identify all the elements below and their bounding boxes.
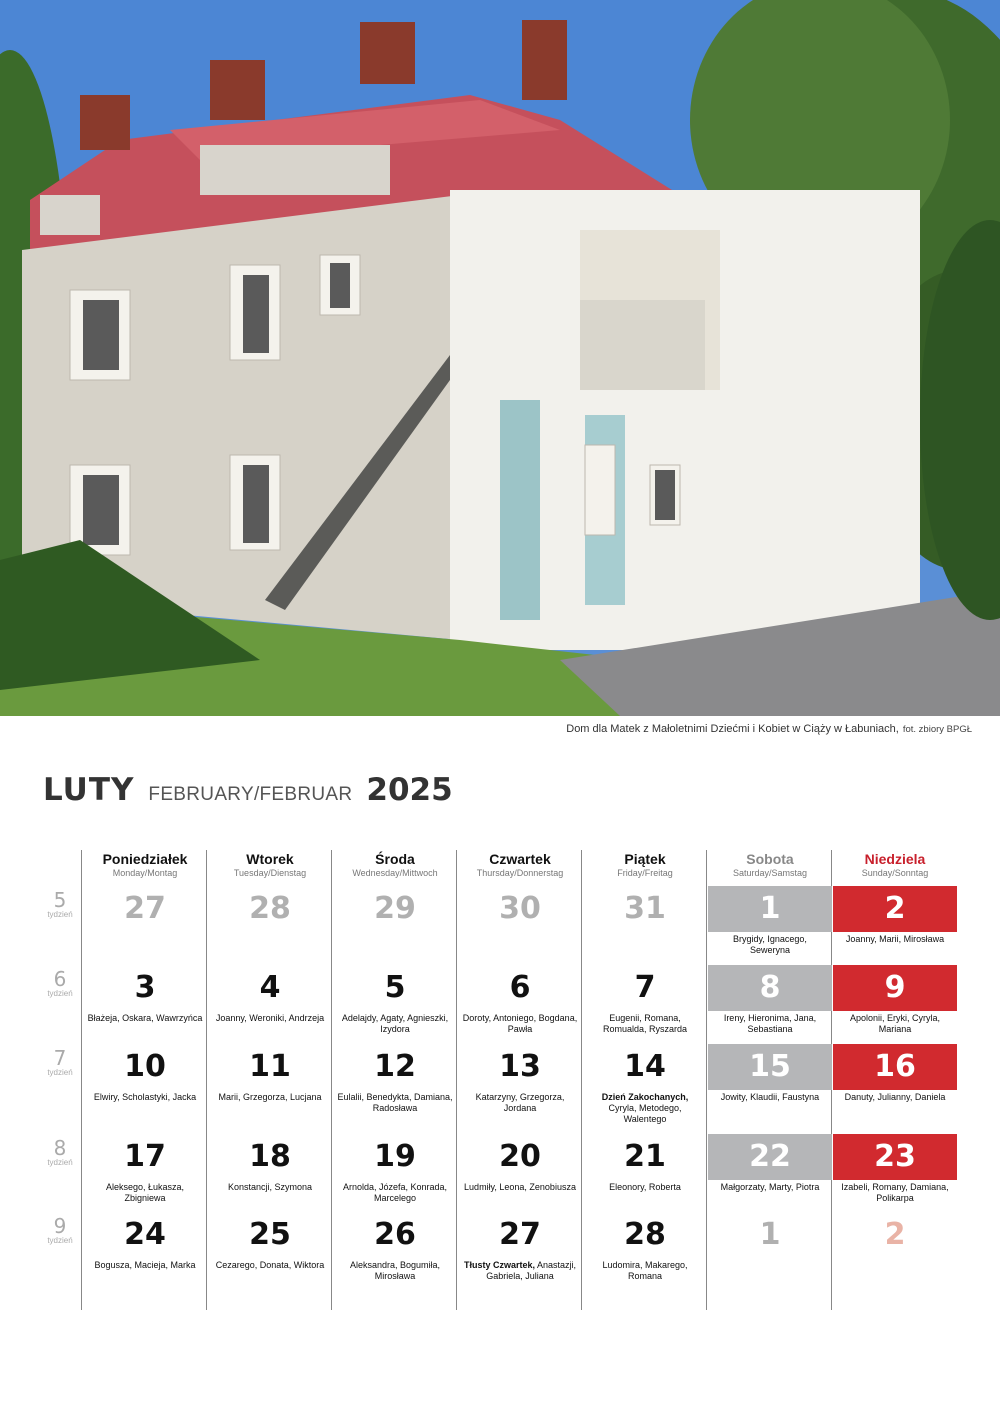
day-header bbox=[708, 850, 832, 879]
name-days bbox=[583, 1182, 707, 1193]
day-number: 27 bbox=[124, 891, 166, 926]
day-cell[interactable] bbox=[583, 965, 707, 1035]
day-number: 16 bbox=[833, 1044, 957, 1090]
name-days-text: Joanny, Weroniki, Andrzeja bbox=[215, 1013, 325, 1023]
day-number: 21 bbox=[624, 1139, 666, 1174]
day-number: 29 bbox=[374, 891, 416, 926]
name-days-text: Anastazji, Gabriela, Juliana bbox=[486, 1260, 577, 1281]
day-cell[interactable] bbox=[708, 1044, 832, 1103]
day-cell[interactable] bbox=[583, 886, 707, 932]
day-number: 22 bbox=[708, 1134, 832, 1180]
day-name-translation: Sunday/Sonntag bbox=[861, 868, 929, 878]
name-days bbox=[458, 1092, 582, 1114]
week-number bbox=[40, 890, 80, 919]
day-cell[interactable] bbox=[208, 1044, 332, 1103]
name-days-text: Cezarego, Donata, Wiktora bbox=[215, 1260, 325, 1270]
name-days-text: Katarzyny, Grzegorza, Jordana bbox=[475, 1092, 565, 1113]
week-number bbox=[40, 1048, 80, 1077]
name-days bbox=[208, 1092, 332, 1103]
day-cell[interactable] bbox=[333, 1212, 457, 1282]
day-name-pl: Wtorek bbox=[246, 851, 294, 867]
day-cell[interactable] bbox=[83, 1212, 207, 1271]
day-cell[interactable] bbox=[458, 1212, 582, 1282]
month-en-de: FEBRUARY/FEBRUAR bbox=[148, 784, 353, 805]
day-cell[interactable] bbox=[583, 1044, 707, 1125]
day-cell[interactable] bbox=[583, 1212, 707, 1282]
day-number: 28 bbox=[624, 1217, 666, 1252]
name-days-text: Joanny, Marii, Mirosława bbox=[845, 934, 945, 944]
name-days bbox=[708, 934, 832, 956]
name-days-text: Arnolda, Józefa, Konrada, Marcelego bbox=[342, 1182, 448, 1203]
week-label: tydzień bbox=[47, 989, 73, 998]
day-cell[interactable] bbox=[83, 1044, 207, 1103]
week-number bbox=[40, 969, 80, 998]
day-number: 31 bbox=[624, 891, 666, 926]
name-days-text: Apolonii, Eryki, Cyryla, Mariana bbox=[849, 1013, 941, 1034]
day-header bbox=[458, 850, 582, 879]
name-days-text: Konstancji, Szymona bbox=[227, 1182, 313, 1192]
day-name-translation: Friday/Freitag bbox=[617, 868, 673, 878]
column-divider bbox=[81, 850, 82, 1310]
name-days bbox=[208, 1260, 332, 1271]
name-days bbox=[833, 1013, 957, 1035]
day-number: 4 bbox=[259, 970, 281, 1005]
day-cell[interactable] bbox=[458, 1134, 582, 1193]
day-cell[interactable] bbox=[83, 886, 207, 932]
week-number-value: 7 bbox=[53, 1046, 67, 1070]
day-cell[interactable] bbox=[583, 1134, 707, 1193]
day-cell[interactable] bbox=[208, 1134, 332, 1193]
day-number: 5 bbox=[384, 970, 406, 1005]
day-cell[interactable] bbox=[833, 1134, 957, 1204]
name-days-text: Eulalii, Benedykta, Damiana, Radosława bbox=[337, 1092, 453, 1113]
day-number: 13 bbox=[499, 1049, 541, 1084]
day-cell[interactable] bbox=[458, 886, 582, 932]
day-cell[interactable] bbox=[333, 1044, 457, 1114]
name-days bbox=[333, 1182, 457, 1204]
day-cell[interactable] bbox=[83, 965, 207, 1024]
name-days-text: Aleksandra, Bogumiła, Mirosława bbox=[349, 1260, 441, 1281]
day-number: 23 bbox=[833, 1134, 957, 1180]
week-number-value: 8 bbox=[53, 1136, 67, 1160]
day-number: 27 bbox=[499, 1217, 541, 1252]
day-cell[interactable] bbox=[833, 965, 957, 1035]
day-header bbox=[833, 850, 957, 879]
name-days bbox=[458, 1182, 582, 1193]
name-days-text: Brygidy, Ignacego, Seweryna bbox=[733, 934, 807, 955]
name-days bbox=[833, 1182, 957, 1204]
day-number: 14 bbox=[624, 1049, 666, 1084]
day-number: 18 bbox=[249, 1139, 291, 1174]
name-days-text: Ludmiły, Leona, Zenobiusza bbox=[464, 1182, 576, 1192]
day-header bbox=[333, 850, 457, 879]
day-cell[interactable] bbox=[208, 1212, 332, 1271]
day-cell[interactable] bbox=[208, 886, 332, 932]
name-days bbox=[83, 1013, 207, 1024]
holiday-label: Dzień Zakochanych, bbox=[601, 1092, 689, 1102]
day-number: 1 bbox=[708, 886, 832, 932]
day-cell[interactable] bbox=[833, 1212, 957, 1258]
name-days-text: Ludomira, Makarego, Romana bbox=[602, 1260, 688, 1281]
holiday-label: Tłusty Czwartek, bbox=[463, 1260, 535, 1270]
day-cell[interactable] bbox=[333, 1134, 457, 1204]
day-number: 26 bbox=[374, 1217, 416, 1252]
day-number: 12 bbox=[374, 1049, 416, 1084]
week-label: tydzień bbox=[47, 1068, 73, 1077]
name-days-text: Danuty, Julianny, Daniela bbox=[844, 1092, 946, 1102]
day-name-pl: Czwartek bbox=[489, 851, 551, 867]
day-header bbox=[83, 850, 207, 879]
day-cell[interactable] bbox=[458, 965, 582, 1035]
name-days-text: Izabeli, Romany, Damiana, Polikarpa bbox=[841, 1182, 949, 1203]
name-days bbox=[833, 934, 957, 945]
name-days-text: Eugenii, Romana, Romualda, Ryszarda bbox=[602, 1013, 688, 1034]
name-days bbox=[333, 1260, 457, 1282]
day-number: 9 bbox=[833, 965, 957, 1011]
week-label: tydzień bbox=[47, 910, 73, 919]
name-days-text: Adelajdy, Agaty, Agnieszki, Izydora bbox=[341, 1013, 449, 1034]
name-days bbox=[458, 1013, 582, 1035]
day-number: 20 bbox=[499, 1139, 541, 1174]
week-label: tydzień bbox=[47, 1158, 73, 1167]
day-name-translation: Thursday/Donnerstag bbox=[476, 868, 564, 878]
name-days-text: Cyryla, Metodego, Walentego bbox=[608, 1103, 682, 1124]
month-title bbox=[43, 772, 453, 822]
day-name-pl: Piątek bbox=[624, 851, 666, 867]
name-days bbox=[708, 1182, 832, 1193]
day-name-translation: Tuesday/Dienstag bbox=[233, 868, 307, 878]
name-days-text: Bogusza, Macieja, Marka bbox=[94, 1260, 196, 1270]
day-number: 17 bbox=[124, 1139, 166, 1174]
calendar-grid bbox=[0, 848, 1000, 1308]
caption-credit: fot. zbiory BPGŁ bbox=[902, 724, 972, 735]
day-cell[interactable] bbox=[708, 1212, 832, 1258]
day-cell[interactable] bbox=[208, 965, 332, 1024]
day-number: 6 bbox=[509, 970, 531, 1005]
day-number: 25 bbox=[249, 1217, 291, 1252]
name-days bbox=[83, 1182, 207, 1204]
year: 2025 bbox=[366, 772, 453, 808]
day-number: 2 bbox=[884, 1217, 906, 1252]
name-days bbox=[83, 1092, 207, 1103]
week-number-value: 5 bbox=[53, 888, 67, 912]
photo-caption bbox=[566, 723, 972, 735]
day-number: 1 bbox=[759, 1217, 781, 1252]
name-days-text: Błażeja, Oskara, Wawrzyńca bbox=[87, 1013, 203, 1023]
name-days bbox=[333, 1092, 457, 1114]
day-name-pl: Poniedziałek bbox=[102, 851, 188, 867]
name-days-text: Ireny, Hieronima, Jana, Sebastiana bbox=[723, 1013, 817, 1034]
day-header bbox=[208, 850, 332, 879]
week-number bbox=[40, 1216, 80, 1245]
day-cell[interactable] bbox=[458, 1044, 582, 1114]
day-cell[interactable] bbox=[708, 1134, 832, 1193]
day-number: 19 bbox=[374, 1139, 416, 1174]
day-number: 15 bbox=[708, 1044, 832, 1090]
day-number: 28 bbox=[249, 891, 291, 926]
name-days bbox=[583, 1092, 707, 1125]
day-name-translation: Wednesday/Mittwoch bbox=[352, 868, 438, 878]
day-header bbox=[583, 850, 707, 879]
day-number: 30 bbox=[499, 891, 541, 926]
name-days bbox=[583, 1260, 707, 1282]
name-days bbox=[833, 1092, 957, 1103]
week-number bbox=[40, 1138, 80, 1167]
name-days-text: Doroty, Antoniego, Bogdana, Pawła bbox=[462, 1013, 578, 1034]
name-days bbox=[583, 1013, 707, 1035]
day-number: 10 bbox=[124, 1049, 166, 1084]
day-name-pl: Niedziela bbox=[864, 851, 926, 867]
name-days bbox=[208, 1013, 332, 1024]
day-name-translation: Saturday/Samstag bbox=[732, 868, 808, 878]
name-days-text: Eleonory, Roberta bbox=[609, 1182, 681, 1192]
day-cell[interactable] bbox=[833, 1044, 957, 1103]
week-number-value: 9 bbox=[53, 1214, 67, 1238]
name-days-text: Małgorzaty, Marty, Piotra bbox=[720, 1182, 820, 1192]
name-days bbox=[708, 1092, 832, 1103]
name-days bbox=[83, 1260, 207, 1271]
day-cell[interactable] bbox=[708, 886, 832, 956]
caption-text: Dom dla Matek z Małoletnimi Dziećmi i Kobiet w Ciąży w Łabuniach, bbox=[566, 723, 899, 735]
day-cell[interactable] bbox=[333, 965, 457, 1035]
name-days-text: Elwiry, Scholastyki, Jacka bbox=[93, 1092, 197, 1102]
day-cell[interactable] bbox=[833, 886, 957, 945]
day-cell[interactable] bbox=[708, 965, 832, 1035]
day-number: 3 bbox=[134, 970, 156, 1005]
day-number: 2 bbox=[833, 886, 957, 932]
day-cell[interactable] bbox=[83, 1134, 207, 1204]
name-days bbox=[458, 1260, 582, 1282]
name-days-text: Jowity, Klaudii, Faustyna bbox=[720, 1092, 820, 1102]
day-cell[interactable] bbox=[333, 886, 457, 932]
name-days bbox=[708, 1013, 832, 1035]
week-number-value: 6 bbox=[53, 967, 67, 991]
day-number: 11 bbox=[249, 1049, 291, 1084]
name-days bbox=[333, 1013, 457, 1035]
day-number: 8 bbox=[708, 965, 832, 1011]
day-name-pl: Sobota bbox=[746, 851, 794, 867]
week-label: tydzień bbox=[47, 1236, 73, 1245]
day-name-translation: Monday/Montag bbox=[112, 868, 178, 878]
month-pl: LUTY bbox=[43, 772, 135, 808]
day-number: 7 bbox=[634, 970, 656, 1005]
day-number: 24 bbox=[124, 1217, 166, 1252]
name-days-text: Marii, Grzegorza, Lucjana bbox=[218, 1092, 322, 1102]
day-name-pl: Środa bbox=[375, 851, 415, 867]
name-days bbox=[208, 1182, 332, 1193]
name-days-text: Aleksego, Łukasza, Zbigniewa bbox=[105, 1182, 185, 1203]
